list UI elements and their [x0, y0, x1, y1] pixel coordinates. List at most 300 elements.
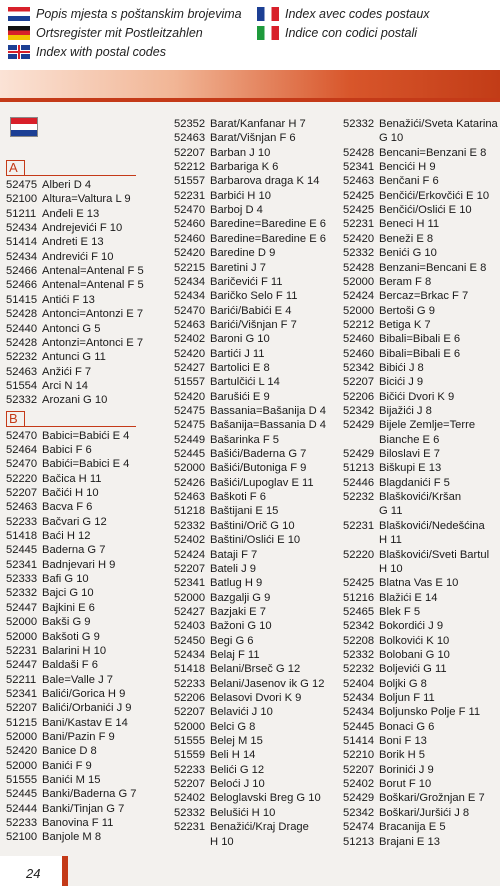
- index-entry: [343, 246, 437, 260]
- place-name: Bataji F 7: [210, 548, 258, 561]
- index-entry: [174, 504, 278, 518]
- place-name: Baredine=Baredine E 6: [210, 232, 326, 245]
- index-entry: [343, 390, 454, 404]
- postal-code: 52342: [343, 361, 375, 374]
- place-name: Antonci G 5: [42, 322, 101, 335]
- place-name: Baštijani E 15: [210, 505, 279, 518]
- index-entry: [174, 734, 263, 748]
- postal-code: 52447: [6, 601, 38, 614]
- place-name: Barušići E 9: [210, 390, 270, 403]
- index-entry: [343, 835, 440, 849]
- index-entry: [6, 365, 91, 379]
- place-name: Barbariga K 6: [210, 161, 279, 174]
- index-entry: [6, 543, 105, 557]
- index-entry: [6, 830, 101, 844]
- index-entry: [6, 322, 100, 336]
- index-entry: [343, 289, 468, 303]
- place-name: Beloći J 10: [210, 778, 265, 791]
- croatia-flag-icon: [10, 117, 38, 137]
- index-entry: [174, 806, 275, 820]
- index-entry: [174, 461, 306, 475]
- postal-code: 52332: [343, 247, 375, 260]
- index-entry: [6, 787, 137, 801]
- postal-code: 52232: [6, 351, 38, 364]
- postal-code: 52420: [174, 247, 206, 260]
- place-name: Bašići/Butoniga F 9: [210, 462, 307, 475]
- postal-code: 51555: [174, 735, 206, 748]
- postal-code: 52231: [343, 218, 375, 231]
- index-entry-continuation: [343, 562, 403, 576]
- index-entry: [174, 232, 326, 246]
- postal-code: 52210: [343, 749, 375, 762]
- postal-code: 52434: [343, 692, 375, 704]
- place-name: Benići G 10: [379, 247, 437, 260]
- place-name: Barići/Babići E 4: [210, 304, 292, 317]
- place-name: Bašarinka F 5: [210, 433, 280, 446]
- header-text: Ortsregister mit Postleitzahlen: [36, 25, 203, 40]
- index-entry: [174, 763, 264, 777]
- index-entry: [6, 673, 113, 687]
- header-line-hr: [8, 5, 242, 22]
- place-name: Alberi D 4: [42, 179, 92, 191]
- index-entry: [174, 375, 280, 389]
- index-entry: [343, 605, 420, 619]
- index-entry: [174, 404, 326, 418]
- place-name: Barat/Višnjan F 6: [210, 132, 296, 145]
- postal-code: 52463: [6, 501, 38, 514]
- index-entry: [343, 806, 469, 820]
- index-entry: [343, 117, 498, 131]
- postal-code: 52429: [343, 419, 375, 432]
- postal-code: 52445: [174, 448, 206, 461]
- index-entry: [6, 443, 92, 457]
- header-text: Index avec codes postaux: [285, 6, 430, 21]
- index-entry: [174, 131, 296, 145]
- place-name: Blažići E 14: [379, 591, 438, 604]
- place-name: Bianche E 6: [379, 433, 440, 446]
- postal-code: 52232: [343, 491, 375, 504]
- postal-code: 52000: [343, 304, 375, 317]
- index-entry: [343, 791, 485, 805]
- postal-code: 52450: [174, 634, 206, 647]
- header-band: [0, 70, 500, 100]
- index-entry: [174, 533, 300, 547]
- postal-code: 52000: [6, 730, 38, 743]
- index-entry: [174, 677, 324, 691]
- postal-code: 51414: [343, 735, 375, 748]
- place-name: H 10: [379, 562, 403, 575]
- postal-code: 52424: [174, 548, 206, 561]
- place-name: Bateli J 9: [210, 562, 257, 575]
- index-entry: [6, 307, 143, 321]
- postal-code: 52231: [174, 821, 206, 834]
- place-name: Blek F 5: [379, 605, 421, 618]
- place-name: Bašići/Lupoglav E 11: [210, 476, 314, 489]
- index-entry: [6, 500, 92, 514]
- index-entry: [174, 791, 321, 805]
- index-entry: [6, 293, 95, 307]
- place-name: Barboj D 4: [210, 204, 263, 217]
- postal-code: 52475: [174, 419, 206, 432]
- postal-code: 52000: [6, 616, 38, 629]
- index-entry: [174, 390, 270, 404]
- postal-code: 51418: [6, 530, 38, 543]
- place-name: Babici=Babići E 4: [42, 429, 130, 442]
- postal-code: 52428: [343, 146, 375, 159]
- place-name: Boljunsko Polje F 11: [379, 706, 481, 719]
- section-letter: A: [6, 160, 25, 176]
- place-name: Bašanija=Bassania D 4: [210, 419, 326, 432]
- postal-code: 52352: [174, 118, 206, 130]
- index-entry: [6, 730, 115, 744]
- place-name: Antići F 13: [42, 293, 95, 306]
- index-entry: [174, 476, 314, 490]
- postal-code: 52440: [6, 322, 38, 335]
- place-name: Bracanija E 5: [379, 821, 446, 834]
- postal-code: 52332: [174, 806, 206, 819]
- index-entry: [174, 720, 255, 734]
- index-entry: [343, 160, 436, 174]
- header-text: Indice con codici postali: [285, 25, 418, 40]
- index-entry-continuation: [343, 533, 402, 547]
- index-entry: [174, 548, 257, 562]
- place-name: Benzani=Bencani E 8: [379, 261, 487, 274]
- index-entry: [174, 304, 291, 318]
- header-divider: [0, 98, 500, 102]
- index-entry: [343, 304, 435, 318]
- index-entry: [6, 350, 106, 364]
- index-entry: [6, 457, 129, 471]
- index-entry: [6, 802, 124, 816]
- place-name: Benažići/Kraj Drage: [210, 821, 309, 834]
- place-name: Biloslavi E 7: [379, 448, 440, 461]
- index-entry: [174, 648, 260, 662]
- index-entry: [343, 418, 475, 432]
- index-entry: [343, 548, 489, 562]
- header-line-de: [8, 24, 203, 41]
- index-entry: [6, 759, 92, 773]
- index-entry: [6, 264, 144, 278]
- place-name: Baretini J 7: [210, 261, 266, 274]
- postal-code: 52000: [174, 720, 206, 733]
- index-entry: [174, 705, 273, 719]
- postal-code: 52425: [343, 204, 375, 217]
- postal-code: 52332: [343, 648, 375, 661]
- index-entry: [343, 404, 432, 418]
- place-name: Bencani=Benzani E 8: [379, 146, 487, 159]
- index-entry: [343, 447, 440, 461]
- index-entry: [6, 472, 102, 486]
- postal-code: 52233: [6, 515, 38, 528]
- place-name: Benčići/Erkovčići E 10: [379, 189, 490, 202]
- postal-code: 52341: [6, 687, 38, 700]
- place-name: Bafi G 10: [42, 573, 89, 586]
- place-name: Baći H 12: [42, 530, 91, 543]
- index-entry: [6, 816, 113, 830]
- header-text: Popis mjesta s poštanskim brojevima: [36, 6, 242, 21]
- postal-code: 52100: [6, 193, 38, 206]
- index-entry: [6, 658, 98, 672]
- place-name: Biškupi E 13: [379, 462, 442, 475]
- place-name: Banići M 15: [42, 774, 101, 786]
- place-name: Balići/Gorica H 9: [42, 687, 126, 700]
- index-entry: [343, 519, 485, 533]
- postal-code: 52233: [174, 677, 206, 690]
- postal-code: 52428: [6, 336, 38, 349]
- postal-code: 52465: [343, 605, 375, 618]
- index-entry: [174, 418, 326, 432]
- index-entry: [343, 476, 450, 490]
- place-name: Arci N 14: [42, 379, 89, 392]
- index-entry: [174, 160, 278, 174]
- place-name: Borik H 5: [379, 749, 426, 762]
- postal-code: 52402: [174, 792, 206, 805]
- section-letter: B: [6, 411, 25, 427]
- index-entry: [174, 318, 297, 332]
- postal-code: 52475: [174, 405, 206, 417]
- index-entry: [343, 490, 461, 504]
- place-name: Barbarova draga K 14: [210, 175, 320, 188]
- postal-code: 52424: [343, 290, 375, 303]
- index-entry: [343, 347, 460, 361]
- german-flag-icon: [8, 26, 30, 40]
- postal-code: 52445: [343, 720, 375, 733]
- postal-code: 52474: [343, 821, 375, 834]
- place-name: G 10: [379, 132, 404, 145]
- index-entry-continuation: [343, 504, 402, 518]
- postal-code: 52428: [343, 261, 375, 274]
- place-name: Bajkini E 6: [42, 601, 95, 614]
- postal-code: 52231: [174, 189, 206, 202]
- index-entry: [6, 529, 91, 543]
- postal-code: 52207: [343, 376, 375, 389]
- place-name: Bačica H 11: [42, 472, 102, 485]
- place-name: Banjole M 8: [42, 831, 102, 844]
- index-entry: [174, 189, 271, 203]
- postal-code: 52220: [343, 548, 375, 561]
- postal-code: 51557: [174, 376, 206, 389]
- place-name: Borut F 10: [379, 778, 432, 791]
- postal-code: 52206: [174, 692, 206, 704]
- place-name: Blagdanići F 5: [379, 476, 450, 489]
- place-name: Belaj F 11: [210, 648, 260, 661]
- index-entry: [6, 744, 97, 758]
- place-name: Antonci=Antonzi E 7: [42, 308, 144, 321]
- place-name: Betiga K 7: [379, 318, 431, 331]
- postal-code: 51213: [343, 835, 375, 848]
- postal-code: 52342: [343, 806, 375, 819]
- postal-code: 52470: [6, 458, 38, 471]
- index-entry: [174, 691, 301, 705]
- postal-code: 52464: [6, 443, 38, 456]
- index-entry: [343, 777, 431, 791]
- index-entry-continuation: [343, 131, 403, 145]
- index-entry: [343, 275, 431, 289]
- postal-code: 51555: [6, 774, 38, 786]
- index-entry: [6, 207, 99, 221]
- index-entry: [343, 662, 447, 676]
- postal-code: 52207: [6, 702, 38, 715]
- index-entry: [343, 232, 433, 246]
- index-entry: [343, 619, 443, 633]
- postal-code: 52460: [174, 218, 206, 231]
- place-name: Beli H 14: [210, 749, 256, 762]
- postal-code: 52427: [174, 361, 206, 374]
- index-entry: [174, 605, 266, 619]
- postal-code: 52434: [174, 648, 206, 661]
- postal-code: 52220: [6, 472, 38, 485]
- postal-code: 51415: [6, 293, 38, 306]
- place-name: Antenal=Antenal F 5: [42, 265, 144, 278]
- index-entry: [174, 203, 263, 217]
- index-entry: [6, 515, 107, 529]
- place-name: Belani/Brseč G 12: [210, 663, 301, 676]
- postal-code: 52000: [6, 759, 38, 772]
- postal-code: 51215: [6, 716, 38, 729]
- postal-code: 52341: [6, 558, 38, 571]
- postal-code: 52215: [174, 261, 206, 274]
- postal-code: 52332: [6, 587, 38, 600]
- place-name: Belušići H 10: [210, 806, 276, 819]
- postal-code: 52445: [6, 544, 38, 557]
- place-name: Andrejevići F 10: [42, 222, 123, 235]
- place-name: Bokordići J 9: [379, 620, 444, 633]
- postal-code: 52232: [343, 663, 375, 676]
- header-line-en: [8, 43, 166, 60]
- postal-code: 52466: [6, 279, 38, 292]
- place-name: H 10: [210, 835, 234, 848]
- uk-flag-icon: [8, 45, 30, 59]
- index-entry: [6, 192, 131, 206]
- postal-code: 52426: [174, 476, 206, 489]
- postal-code: 52460: [174, 232, 206, 245]
- postal-code: 52000: [174, 591, 206, 604]
- index-entry: [174, 347, 265, 361]
- place-name: Baškoti F 6: [210, 491, 266, 504]
- index-entry: [343, 461, 441, 475]
- place-name: Bažoni G 10: [210, 620, 272, 633]
- index-entry: [174, 246, 275, 260]
- place-name: Bazgalji G 9: [210, 591, 271, 604]
- place-name: Beneži E 8: [379, 232, 434, 245]
- postal-code: 52332: [6, 394, 38, 407]
- place-name: Bašići/Baderna G 7: [210, 448, 307, 461]
- index-entry: [174, 562, 256, 576]
- place-name: Bartolici E 8: [210, 361, 270, 374]
- place-name: Bajci G 10: [42, 587, 94, 600]
- index-entry: [343, 591, 437, 605]
- index-entry: [343, 217, 439, 231]
- index-entry: [6, 235, 104, 249]
- place-name: H 11: [379, 534, 402, 547]
- place-name: Bibali=Bibali E 6: [379, 347, 461, 360]
- index-entry: [6, 586, 94, 600]
- place-name: Bakšoti G 9: [42, 630, 100, 643]
- postal-code: 51559: [174, 749, 206, 762]
- place-name: Batlug H 9: [210, 577, 263, 590]
- place-name: Babići=Babici E 4: [42, 458, 130, 471]
- postal-code: 52402: [343, 778, 375, 791]
- index-entry: [343, 677, 427, 691]
- italian-flag-icon: [257, 26, 279, 40]
- place-name: Banki/Tinjan G 7: [42, 802, 125, 815]
- postal-code: 52434: [6, 250, 38, 263]
- place-name: Baroni G 10: [210, 333, 270, 346]
- place-name: Benažići/Sveta Katarina: [379, 118, 498, 130]
- postal-code: 52420: [174, 390, 206, 403]
- postal-code: 52207: [174, 778, 206, 791]
- postal-code: 52207: [6, 487, 38, 499]
- place-name: Andrevići F 10: [42, 250, 114, 263]
- postal-code: 51554: [6, 379, 38, 392]
- postal-code: 52429: [343, 792, 375, 805]
- place-name: Baredine D 9: [210, 247, 276, 260]
- french-flag-icon: [257, 7, 279, 21]
- postal-code: 52466: [6, 265, 38, 278]
- postal-code: 52233: [6, 817, 38, 830]
- place-name: Baldaši F 6: [42, 659, 98, 672]
- place-name: Belasovi Dvori K 9: [210, 692, 302, 704]
- place-name: G 11: [379, 505, 403, 518]
- index-entry: [174, 361, 270, 375]
- place-name: Boni F 13: [379, 735, 427, 748]
- index-entry: [174, 289, 297, 303]
- postal-code: 52475: [6, 179, 38, 191]
- index-entry: [343, 361, 424, 375]
- place-name: Barat/Kanfanar H 7: [210, 118, 306, 130]
- place-name: Belići G 12: [210, 763, 265, 776]
- index-entry: [343, 203, 472, 217]
- header-text: Index with postal codes: [36, 44, 166, 59]
- postal-code: 52402: [174, 534, 206, 547]
- postal-code: 52207: [174, 562, 206, 575]
- index-header: [0, 0, 500, 70]
- place-name: Belavići J 10: [210, 706, 273, 719]
- header-line-it: [257, 24, 417, 41]
- place-name: Andreti E 13: [42, 236, 104, 249]
- postal-code: 52425: [343, 577, 375, 590]
- index-entry: [343, 261, 486, 275]
- postal-code: 52470: [6, 429, 38, 442]
- index-entry: [174, 619, 272, 633]
- index-entry: [174, 662, 300, 676]
- index-entry: [343, 576, 458, 590]
- place-name: Bačići H 10: [42, 487, 99, 499]
- place-name: Belej M 15: [210, 735, 263, 748]
- postal-code: 51414: [6, 236, 38, 249]
- postal-code: 52463: [6, 365, 38, 378]
- postal-code: 52463: [174, 318, 206, 331]
- place-name: Bicići J 9: [379, 376, 424, 389]
- place-name: Bazjaki E 7: [210, 605, 266, 618]
- postal-code: 52207: [174, 706, 206, 719]
- postal-code: 51557: [174, 175, 206, 188]
- place-name: Barbići H 10: [210, 189, 271, 202]
- place-name: Balarini H 10: [42, 644, 107, 657]
- place-name: Bartići J 11: [210, 347, 265, 360]
- place-name: Boškari/Juršići J 8: [379, 806, 470, 819]
- index-entry: [6, 572, 89, 586]
- postal-code: 52420: [6, 745, 38, 758]
- place-name: Bibali=Bibali E 6: [379, 333, 461, 346]
- place-name: Bijele Zemlje=Terre: [379, 419, 476, 432]
- place-name: Bakši G 9: [42, 616, 91, 629]
- postal-code: 52212: [343, 318, 375, 331]
- index-entry: [174, 576, 262, 590]
- place-name: Boljun F 11: [379, 692, 435, 704]
- index-entry: [174, 146, 270, 160]
- index-entry: [6, 773, 100, 787]
